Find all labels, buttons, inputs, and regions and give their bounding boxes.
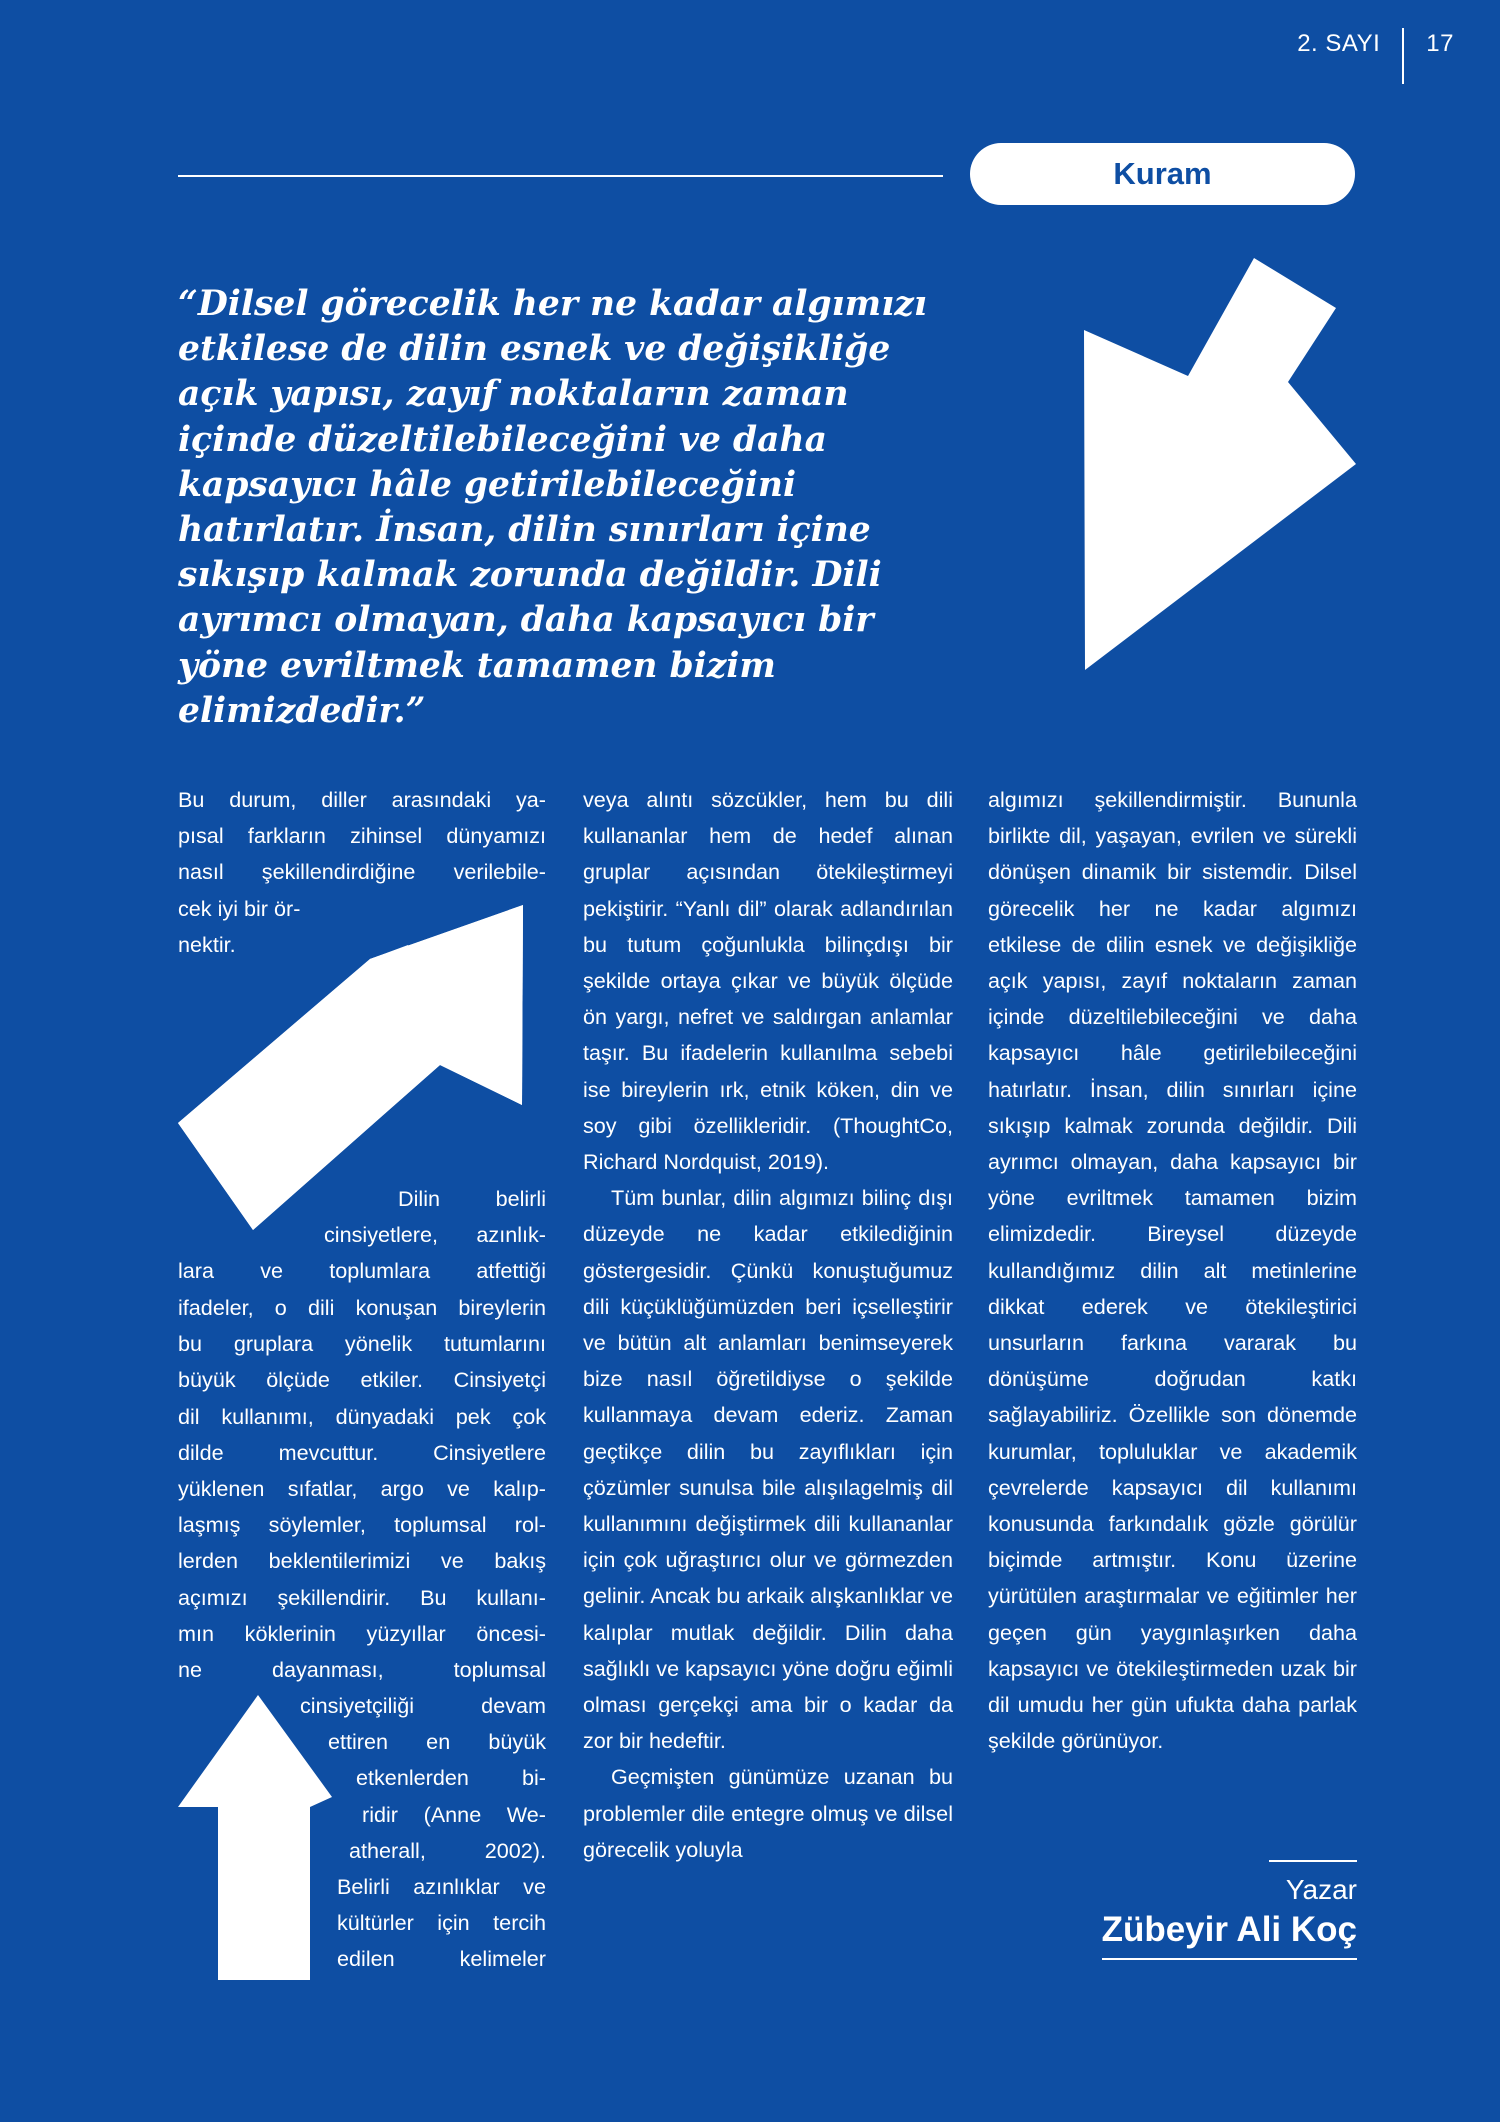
text-line: atherall, 2002). (349, 1837, 546, 1863)
text-line: büyük ölçüde etkiler. Cinsiyetçi (178, 1367, 546, 1393)
text-line: ifadeler, o dili konuşan bireylerin (178, 1295, 546, 1320)
issue-label: 2. SAYI (1297, 30, 1381, 57)
text-line: mın köklerinin yüzyıllar öncesi- (178, 1620, 546, 1646)
text-line: cinsiyetçiliği devam (300, 1693, 546, 1718)
text-line: yüklenen sıfatlar, argo ve kalıp- (178, 1476, 546, 1502)
paragraph: Geçmişten günümüze uzanan bu problemler dile entegre olmuş ve dilsel görecelik yoluyla (583, 1764, 953, 1862)
column-1-tail (178, 1688, 546, 1978)
text-line: laşmış söylemler, toplumsal rol- (178, 1512, 546, 1538)
text-line: lerden beklentilerimizi ve bakış (178, 1548, 546, 1574)
arrow-down-left-icon (1080, 258, 1360, 673)
pull-quote: “Dilsel görecelik her ne kadar algımızı etkilese de dilin esnek ve değişikliğe açık yapısı, zayıf noktaların zaman içinde düzeltilebileceğini ve daha kapsayıcı hâle getirilebileceğini hatırlatır. İnsan, dilin sınırları içine sıkışıp kalmak zorunda değildir. Dili ayrımcı olmayan, daha kapsayıcı bir yöne evriltmek tamamen bizim elimizdedir.” (178, 284, 927, 731)
text-line: Dilin belirli (398, 1186, 546, 1211)
text-line: lara ve toplumlara atfettiği (178, 1258, 546, 1284)
text-line: dilde mevcuttur. Cinsiyetlere (178, 1439, 546, 1465)
text-line: nasıl şekillendirdiğine verilebile- (178, 859, 546, 885)
text-line: nektir. (178, 931, 236, 957)
paragraph: Tüm bunlar, dilin algımızı bilinç dışı düzeyde ne kadar etkilediğinin göstergesidir. Çünkü konuştuğumuz dili küçüklüğümüzden beri içselleştirir ve bütün alt anlamları benimseyerek bize nasıl öğretildiyse o şekilde kullanmaya devam ederiz. Zaman geçtikçe dilin bu zayıflıkları için çözümler sunulsa bile alışılagelmiş dil kullanımını değiştirmek dili kullananlar için çok uğraştırıcı olur ve görmezden gelinir. Ancak bu arkaik alışkanlıklar ve kalıplar mutlak değildir. Dilin daha sağlıklı ve kapsayıcı yöne doğru eğimli olması gerçekçi ama bir o kadar da zor bir hedeftir. (583, 1185, 953, 1754)
text-line: etkenlerden bi- (356, 1765, 546, 1791)
text-line: Bu durum, diller arasındaki ya- (178, 787, 546, 812)
column-2 (583, 782, 953, 1868)
text-line: ridir (Anne We- (362, 1801, 546, 1827)
author-rule (1269, 1860, 1357, 1862)
paragraph: algımızı şekillendirmiştir. Bununla birlikte dil, yaşayan, evrilen ve sürekli dönüşen dinamik bir sistemdir. Dilsel görecelik her ne kadar algımızı etkilese de dilin esnek ve değişikliğe açık yapısı, zayıf noktaların zaman içinde düzeltilebileceğini ve daha kapsayıcı hâle getirilebileceğini hatırlatır. İnsan, dilin sınırları içine sıkışıp kalmak zorunda değildir. Dili ayrımcı olmayan, daha kapsayıcı bir yöne evriltmek tamamen bizim elimizdedir. Bireysel düzeyde kullandığımız dilin alt metinlerine dikkat ederek ve ötekileştirici unsurların farkına vararak bu dönüşüme doğrudan katkı sağlayabiliriz. Özellikle son dönemde kurumlar, topluluklar ve akademik çevrelerde kapsayıcı dil kullanımı konusunda farkındalık gözle görülür biçimde artmıştır. Konu üzerine yürütülen araştırmalar ve eğitimler her geçen gün yaygınlaşırken daha kapsayıcı ve ötekileştirmeden uzak bir dil umudu her gün ufukta daha parlak şekilde görünüyor. (988, 787, 1357, 1754)
column-1-intro (178, 782, 546, 963)
text-line: Belirli azınlıklar ve (337, 1874, 546, 1900)
category-badge (970, 143, 1355, 205)
category-label: Kuram (1113, 156, 1212, 191)
text-line: dil kullanımı, dünyadaki pek çok (178, 1403, 546, 1429)
author-block (1097, 1860, 1357, 1960)
text-line: bu gruplara yönelik tutumlarını (178, 1331, 546, 1357)
page-number: 17 (1426, 30, 1454, 57)
section-rule (178, 175, 943, 177)
text-line: cinsiyetlere, azınlık- (324, 1222, 546, 1248)
page-header (1297, 28, 1454, 84)
column-1-mid (178, 1181, 546, 1290)
author-underline (1102, 1958, 1357, 1960)
column-3 (988, 782, 1357, 1759)
text-line: açımızı şekillendirir. Bu kullanı- (178, 1584, 546, 1610)
text-line: edilen kelimeler (337, 1946, 546, 1972)
text-line: ne dayanması, toplumsal (178, 1657, 546, 1683)
column-1-body (178, 1290, 546, 1688)
text-line: kültürler için tercih (337, 1910, 546, 1936)
author-name: Zübeyir Ali Koç (1101, 1910, 1357, 1949)
text-line: pısal farkların zihinsel dünyamızı (178, 823, 546, 849)
paragraph: veya alıntı sözcükler, hem bu dili kullananlar hem de hedef alınan gruplar açısından ötekileştirmeyi pekiştirir. “Yanlı dil” olarak adlandırılan bu tutum çoğunlukla bilinçdışı bir şekilde ortaya çıkar ve büyük ölçüde ön yargı, nefret ve saldırgan anlamlar taşır. Bu ifadelerin kullanılma sebebi ise bireylerin ırk, etnik köken, din ve soy gibi özellikleridir. (ThoughtCo, Richard Nordquist, 2019). (583, 787, 953, 1175)
author-role: Yazar (1285, 1874, 1357, 1905)
text-line: ettiren en büyük (328, 1729, 546, 1755)
text-line: cek iyi bir ör- (178, 895, 301, 921)
